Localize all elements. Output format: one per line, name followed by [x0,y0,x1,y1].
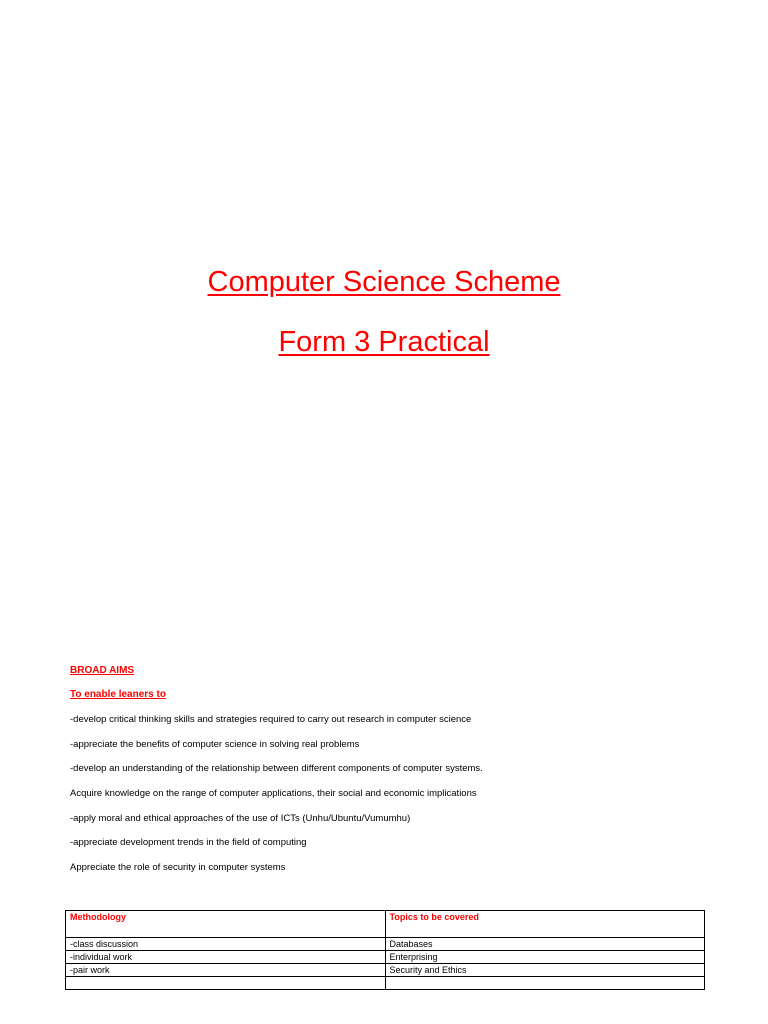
table-row [66,977,705,990]
aim-item: -develop critical thinking skills and strategies required to carry out research in computer science [70,714,472,725]
aim-item: -develop an understanding of the relationship between different components of computer systems. [70,763,483,775]
topic-cell: Databases [385,938,705,951]
aim-item: -appreciate the benefits of computer science in solving real problems [70,738,360,750]
scheme-table [65,910,705,990]
methodology-cell [66,977,386,990]
topic-cell: Security and Ethics [385,964,705,977]
methodology-cell: -individual work [66,951,386,964]
topic-cell: Enterprising [385,951,705,964]
aims-list [70,714,483,887]
methodology-header: Methodology [66,911,386,938]
document-subtitle: Form 3 Practical [278,326,490,358]
methodology-cell: -pair work [66,964,386,977]
table-header-row [66,911,705,938]
aims-subheading: To enable leaners to [70,689,166,700]
aim-item: Appreciate the role of security in computer systems [70,862,286,874]
table-row [66,964,705,977]
table-row [66,951,705,964]
table-row [66,938,705,951]
aims-heading: BROAD AIMS [70,665,135,676]
aim-item: -appreciate development trends in the field of computing [70,837,307,849]
topics-header: Topics to be covered [385,911,705,938]
topic-cell [385,977,705,990]
aim-item: Acquire knowledge on the range of computer applications, their social and economic implications [70,788,477,800]
methodology-cell: -class discussion [66,938,386,951]
aim-item: -apply moral and ethical approaches of the use of ICTs (Unhu/Ubuntu/Vumumhu) [70,812,411,824]
document-title: Computer Science Scheme [207,266,561,298]
